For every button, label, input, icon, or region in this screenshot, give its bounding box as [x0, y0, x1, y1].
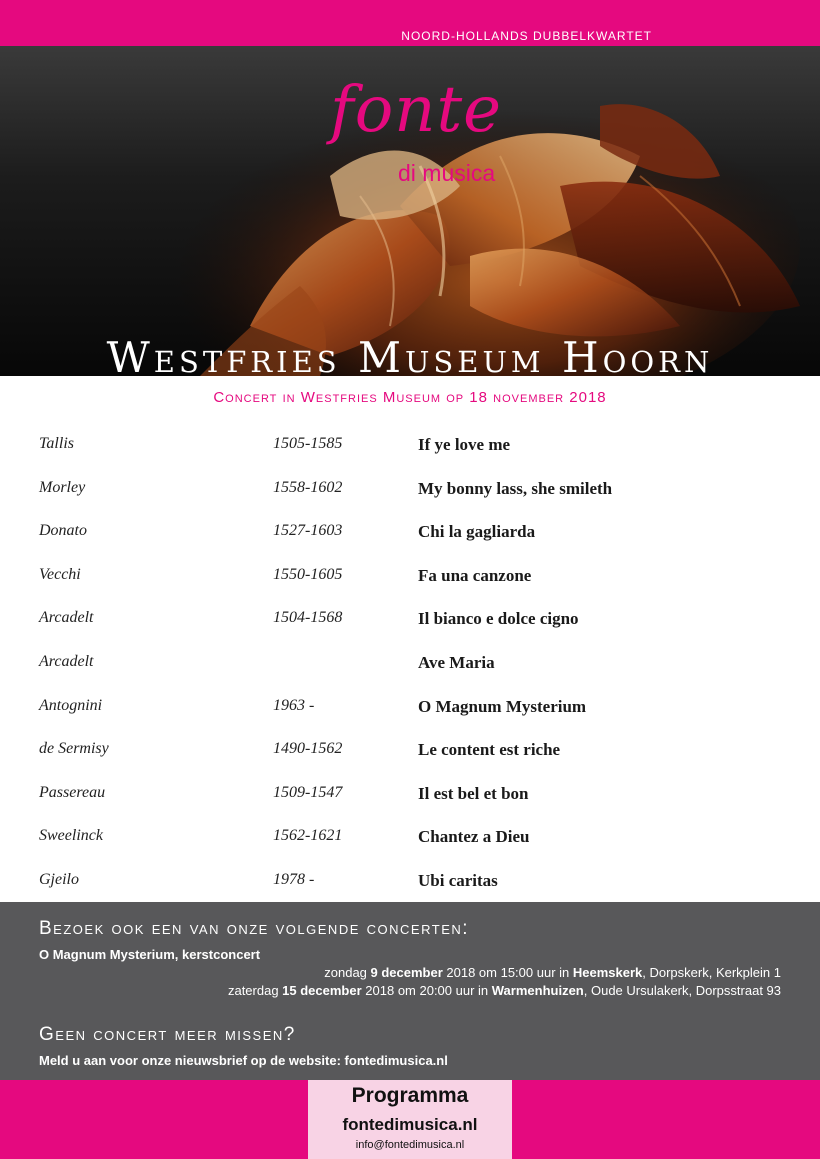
program-years: 1562-1621	[273, 827, 343, 845]
program-composer: Antognini	[39, 696, 103, 714]
ensemble-name: NOORD-HOLLANDS DUBBELKWARTET	[401, 29, 652, 43]
newsletter-text: Meld u aan voor onze nieuwsbrief op de website: fontedimusica.nl	[39, 1053, 448, 1068]
upcoming-concert-title: O Magnum Mysterium, kerstconcert	[39, 947, 261, 962]
program-work: My bonny lass, she smileth	[418, 478, 613, 498]
program-work: Ave Maria	[418, 653, 495, 672]
footer-box	[308, 1080, 512, 1159]
newsletter-heading: Geen concert meer missen?	[39, 1024, 296, 1045]
venue-title: Westfries Museum Hoorn	[106, 333, 714, 382]
program-years: 1505-1585	[273, 435, 343, 452]
program-row	[0, 861, 820, 891]
program-work: Le content est riche	[418, 740, 561, 760]
program-row	[0, 687, 820, 717]
program-composer: Vecchi	[39, 565, 81, 583]
program-row	[0, 556, 820, 586]
bottom-band	[0, 1080, 820, 1159]
program-row	[0, 469, 820, 499]
hero-image	[0, 46, 820, 376]
program-years: 1509-1547	[273, 783, 343, 801]
program-composer: Donato	[39, 522, 87, 540]
program-row	[0, 512, 820, 542]
program-years: 1490-1562	[273, 740, 343, 758]
program-years: 1978 -	[273, 871, 315, 888]
program-work: Il est bel et bon	[418, 783, 529, 803]
logo-wordmark: fonte	[330, 73, 503, 147]
top-band	[0, 0, 820, 46]
program-work: Fa una canzone	[418, 565, 532, 585]
program-composer: Tallis	[39, 435, 74, 452]
program-row	[0, 774, 820, 804]
program-years: 1558-1602	[273, 478, 343, 496]
program-composer: Arcadelt	[39, 609, 94, 627]
program-work: If ye love me	[418, 435, 511, 454]
program-composer: Sweelinck	[39, 827, 103, 845]
program-years: 1504-1568	[273, 609, 343, 627]
program-row	[0, 817, 820, 847]
program-composer: Arcadelt	[39, 653, 94, 670]
program-years: 1963 -	[273, 696, 315, 714]
footer-title: Programma	[351, 1084, 469, 1107]
program-composer: Passereau	[39, 783, 106, 801]
logo-subtitle: di musica	[398, 160, 496, 186]
program-composer: Gjeilo	[39, 871, 79, 888]
program-work: Chi la gagliarda	[418, 522, 536, 542]
program-composer: Morley	[39, 478, 86, 496]
upcoming-heading: Bezoek ook een van onze volgende concerten:	[39, 918, 470, 939]
program-years: 1550-1605	[273, 565, 343, 583]
footer-email-link[interactable]: info@fontedimusica.nl	[355, 1139, 465, 1151]
fonte-di-musica-logo	[300, 66, 540, 186]
program-work: Chantez a Dieu	[418, 827, 530, 847]
program-work: Il bianco e dolce cigno	[418, 609, 579, 629]
program-row	[0, 599, 820, 629]
footer-website-link[interactable]: fontedimusica.nl	[342, 1115, 478, 1134]
upcoming-date-1: zondag 9 december 2018 om 15:00 uur in Heemskerk, Dorpskerk, Kerkplein 1	[324, 965, 781, 980]
program-years: 1527-1603	[273, 522, 343, 540]
program-row	[0, 730, 820, 760]
concert-subtitle: Concert in Westfries Museum op 18 november 2018	[213, 389, 607, 406]
program-row	[0, 425, 820, 455]
program-work: Ubi caritas	[418, 871, 498, 890]
upcoming-panel	[0, 902, 820, 1080]
program-row	[0, 643, 820, 673]
program-work: O Magnum Mysterium	[418, 696, 587, 716]
upcoming-date-2: zaterdag 15 december 2018 om 20:00 uur in Warmenhuizen, Oude Ursulakerk, Dorpsstraat 93	[227, 983, 781, 998]
program-composer: de Sermisy	[39, 740, 109, 758]
